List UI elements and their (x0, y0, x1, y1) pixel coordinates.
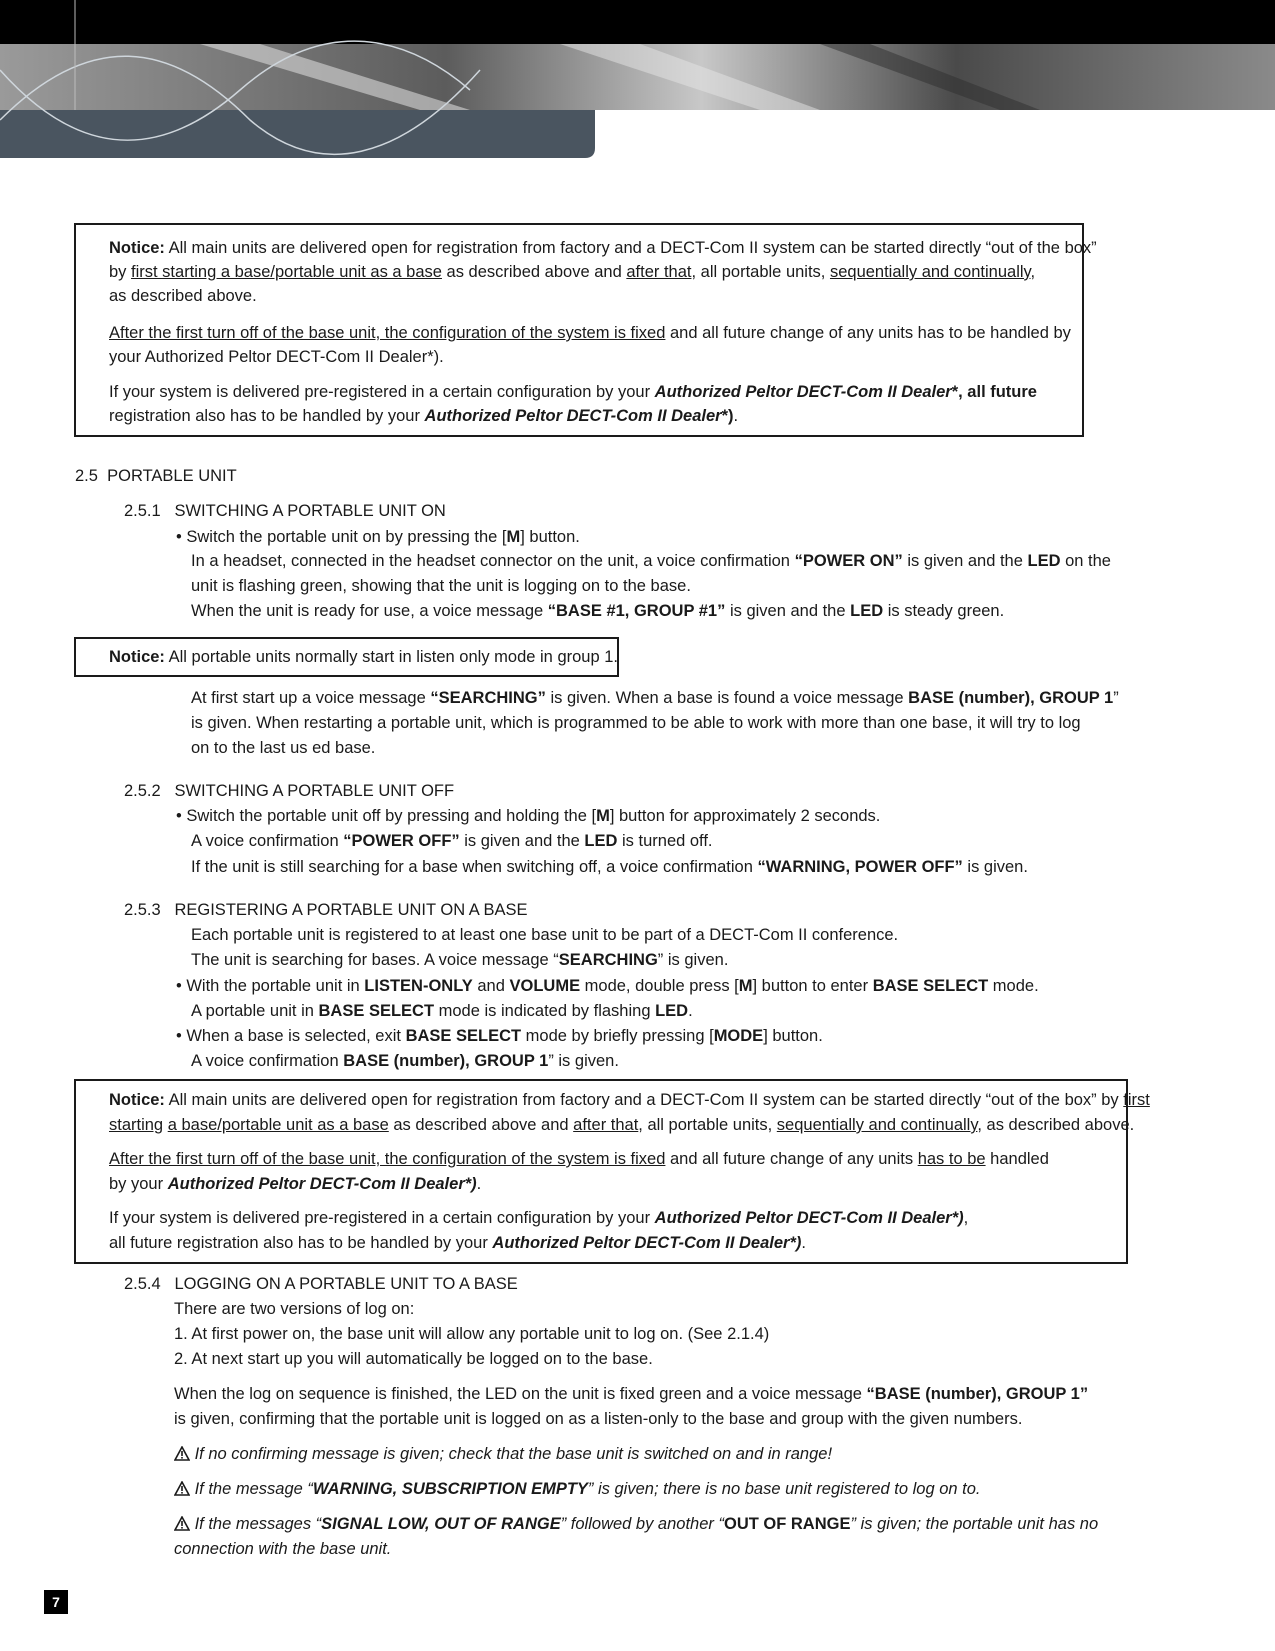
s251b-line-3: on to the last us ed base. (191, 739, 376, 757)
warning-triangle-icon (174, 1446, 190, 1461)
notice-1-line-6: If your system is delivered pre-registered in a certain configuration by your Authorized Peltor DECT-Com II Dealer*, all future (109, 383, 1037, 401)
notice-1-line-5: your Authorized Peltor DECT-Com II Dealer*). (109, 348, 444, 366)
section-2-5-4-heading: 2.5.4 LOGGING ON A PORTABLE UNIT TO A BASE (124, 1275, 518, 1293)
notice-1-line-1: Notice: All main units are delivered open for registration from factory and a DECT-Com II system can be started directly “out of the box” (109, 239, 1097, 257)
warning-triangle-icon (174, 1516, 190, 1531)
s253-line-6: A voice confirmation BASE (number), GROUP 1” is given. (191, 1052, 619, 1070)
s254-line-3: 2. At next start up you will automatically be logged on to the base. (174, 1350, 653, 1368)
notice-2-text: Notice: All portable units normally start in listen only mode in group 1. (109, 648, 618, 666)
notice-3-line-6: all future registration also has to be handled by your Authorized Peltor DECT-Com II Dealer*). (109, 1234, 806, 1252)
warning-3-line-2: connection with the base unit. (174, 1540, 392, 1558)
notice-3-line-1: Notice: All main units are delivered open for registration from factory and a DECT-Com II system can be started directly “out of the box” by first (109, 1091, 1150, 1109)
s251b-line-2: is given. When restarting a portable unit, which is programmed to be able to work with more than one base, it will try to log (191, 714, 1081, 732)
notice-1-line-2: by first starting a base/portable unit as a base as described above and after that, all portable units, sequentially and continually, (109, 263, 1036, 281)
page-number: 7 (44, 1590, 68, 1614)
notice-box-2 (74, 637, 619, 677)
warning-2: If the message “WARNING, SUBSCRIPTION EMPTY” is given; there is no base unit registered to log on to. (174, 1478, 980, 1500)
section-2-5-3-heading: 2.5.3 REGISTERING A PORTABLE UNIT ON A BASE (124, 901, 528, 919)
notice-1-line-4: After the first turn off of the base unit, the configuration of the system is fixed and all future change of any units has to be handled by (109, 324, 1071, 342)
notice-3-line-4: by your Authorized Peltor DECT-Com II Dealer*). (109, 1175, 482, 1193)
s251-line-4: When the unit is ready for use, a voice message “BASE #1, GROUP #1” is given and the LED is steady green. (191, 602, 1005, 620)
s253-line-5: • When a base is selected, exit BASE SELECT mode by briefly pressing [MODE] button. (176, 1027, 823, 1045)
notice-3-line-2: starting a base/portable unit as a base as described above and after that, all portable units, sequentially and continually, as described above. (109, 1116, 1135, 1134)
s252-line-1: • Switch the portable unit off by pressing and holding the [M] button for approximately 2 seconds. (176, 807, 881, 825)
s253-line-2: The unit is searching for bases. A voice message “SEARCHING” is given. (191, 951, 729, 969)
s253-line-1: Each portable unit is registered to at least one base unit to be part of a DECT-Com II conference. (191, 926, 899, 944)
warning-3: If the messages “SIGNAL LOW, OUT OF RANGE” followed by another “OUT OF RANGE” is given; the portable unit has no (174, 1513, 1098, 1535)
notice-box-1 (74, 223, 1097, 437)
s253-line-3: • With the portable unit in LISTEN-ONLY and VOLUME mode, double press [M] button to enter BASE SELECT mode. (176, 977, 1039, 995)
s254-line-2: 1. At first power on, the base unit will allow any portable unit to log on. (See 2.1.4) (174, 1325, 770, 1343)
section-2-5-1-heading: 2.5.1 SWITCHING A PORTABLE UNIT ON (124, 502, 446, 520)
warning-1: If no confirming message is given; check that the base unit is switched on and in range! (174, 1443, 832, 1465)
notice-1-line-7: registration also has to be handled by your Authorized Peltor DECT-Com II Dealer*). (109, 407, 739, 425)
s251-line-1: • Switch the portable unit on by pressing the [M] button. (176, 528, 580, 546)
notice-3-line-5: If your system is delivered pre-registered in a certain configuration by your Authorized Peltor DECT-Com II Dealer*), (109, 1209, 969, 1227)
s254-line-1: There are two versions of log on: (174, 1300, 415, 1318)
section-2-5-heading: 2.5 PORTABLE UNIT (75, 467, 237, 485)
s251-line-3: unit is flashing green, showing that the unit is logging on to the base. (191, 577, 691, 595)
s251-line-2: In a headset, connected in the headset connector on the unit, a voice confirmation “POWER ON” is given and the LED on the (191, 552, 1111, 570)
s254-line-5: is given, confirming that the portable unit is logged on as a listen-only to the base and group with the given numbers. (174, 1410, 1023, 1428)
notice-box-3 (74, 1079, 1150, 1264)
notice-3-line-3: After the first turn off of the base unit, the configuration of the system is fixed and all future change of any units has to be handled (109, 1150, 1049, 1168)
s252-line-3: If the unit is still searching for a base when switching off, a voice confirmation “WARNING, POWER OFF” is given. (191, 858, 1028, 876)
s251b-line-1: At first start up a voice message “SEARCHING” is given. When a base is found a voice message BASE (number), GROUP 1” (191, 689, 1119, 707)
s253-line-4: A portable unit in BASE SELECT mode is indicated by flashing LED. (191, 1002, 693, 1020)
s252-line-2: A voice confirmation “POWER OFF” is given and the LED is turned off. (191, 832, 713, 850)
warning-triangle-icon (174, 1481, 190, 1496)
notice-1-line-3: as described above. (109, 287, 257, 305)
section-2-5-2-heading: 2.5.2 SWITCHING A PORTABLE UNIT OFF (124, 782, 455, 800)
s254-line-4: When the log on sequence is finished, the LED on the unit is fixed green and a voice message “BASE (number), GROUP 1” (174, 1385, 1089, 1403)
header-banner (0, 0, 1275, 160)
